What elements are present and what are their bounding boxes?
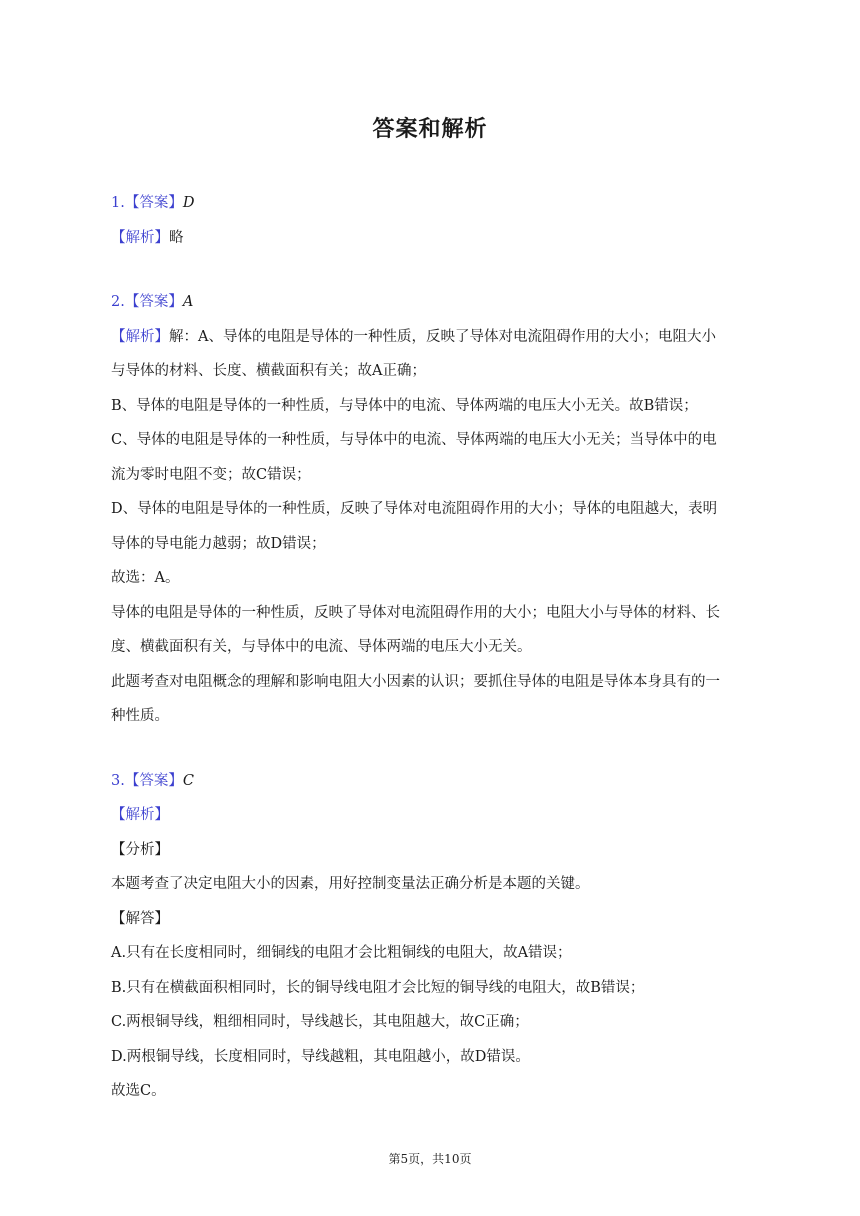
analysis-tag: 【解析】 — [111, 229, 169, 246]
answer-list — [111, 186, 751, 1139]
analysis-line: C、导体的电阻是导体的一种性质，与导体中的电流、导体两端的电压大小无关；当导体中的电 — [111, 432, 717, 448]
answer-tag: 【答案】 — [124, 195, 183, 211]
answer-value: D — [182, 195, 195, 211]
question-number: 2. — [111, 294, 125, 310]
answer-tag: 【答案】 — [124, 294, 183, 310]
analysis-line: 与导体的材料、长度、横截面积有关；故A正确； — [111, 363, 426, 379]
analysis-line — [111, 320, 751, 355]
answer-value: C — [182, 772, 194, 789]
question-2 — [111, 285, 751, 734]
question-1 — [111, 186, 751, 255]
analysis-line: 流为零时电阻不变；故C错误； — [111, 466, 311, 483]
answer-value: A — [182, 294, 194, 310]
answer-line — [111, 764, 751, 799]
analysis-line — [111, 798, 751, 833]
analysis-line: 【分析】 — [111, 841, 169, 858]
analysis-line: C.两根铜导线，粗细相同时，导线越长，其电阻越大，故C正确； — [111, 1014, 529, 1030]
answer-line — [111, 186, 751, 221]
question-3 — [111, 764, 751, 1109]
answer-line — [111, 285, 751, 320]
analysis-tag: 【解析】 — [111, 807, 169, 823]
answer-tag: 【答案】 — [124, 772, 183, 789]
analysis-line: 【解答】 — [111, 910, 169, 927]
analysis-line: B.只有在横截面积相同时，长的铜导线电阻才会比短的铜导线的电阻大，故B错误； — [111, 979, 645, 996]
analysis-line: 此题考查对电阻概念的理解和影响电阻大小因素的认识；要抓住导体的电阻是导体本身具有的一 — [111, 673, 720, 690]
analysis-text: 解：A、导体的电阻是导体的一种性质，反映了导体对电流阻碍作用的大小；电阻大小 — [169, 328, 716, 345]
analysis-line: 故选：A。 — [111, 570, 180, 586]
analysis-tag: 【解析】 — [111, 328, 169, 345]
analysis-line: 故选C。 — [111, 1083, 166, 1099]
page-title: 答案和解析 — [372, 116, 488, 142]
analysis-line: B、导体的电阻是导体的一种性质，与导体中的电流、导体两端的电压大小无关。故B错误； — [111, 397, 698, 414]
analysis-line — [111, 221, 751, 256]
question-number: 3. — [111, 772, 125, 789]
analysis-line: 本题考查了决定电阻大小的因素，用好控制变量法正确分析是本题的关键。 — [111, 876, 590, 892]
page-footer: 第5页，共10页 — [388, 1152, 472, 1166]
analysis-line: D、导体的电阻是导体的一种性质，反映了导体对电流阻碍作用的大小；导体的电阻越大，表明 — [111, 501, 718, 517]
analysis-line: 种性质。 — [111, 708, 169, 724]
analysis-line: D.两根铜导线，长度相同时，导线越粗，其电阻越小，故D错误。 — [111, 1048, 530, 1065]
analysis-text: 略 — [169, 229, 184, 246]
analysis-line: 度、横截面积有关，与导体中的电流、导体两端的电压大小无关。 — [111, 639, 532, 655]
analysis-line: A.只有在长度相同时，细铜线的电阻才会比粗铜线的电阻大，故A错误； — [111, 945, 572, 961]
question-number: 1. — [111, 195, 125, 211]
analysis-line: 导体的电阻是导体的一种性质，反映了导体对电流阻碍作用的大小；电阻大小与导体的材料、长 — [111, 604, 720, 621]
analysis-line: 导体的导电能力越弱；故D错误； — [111, 535, 326, 552]
